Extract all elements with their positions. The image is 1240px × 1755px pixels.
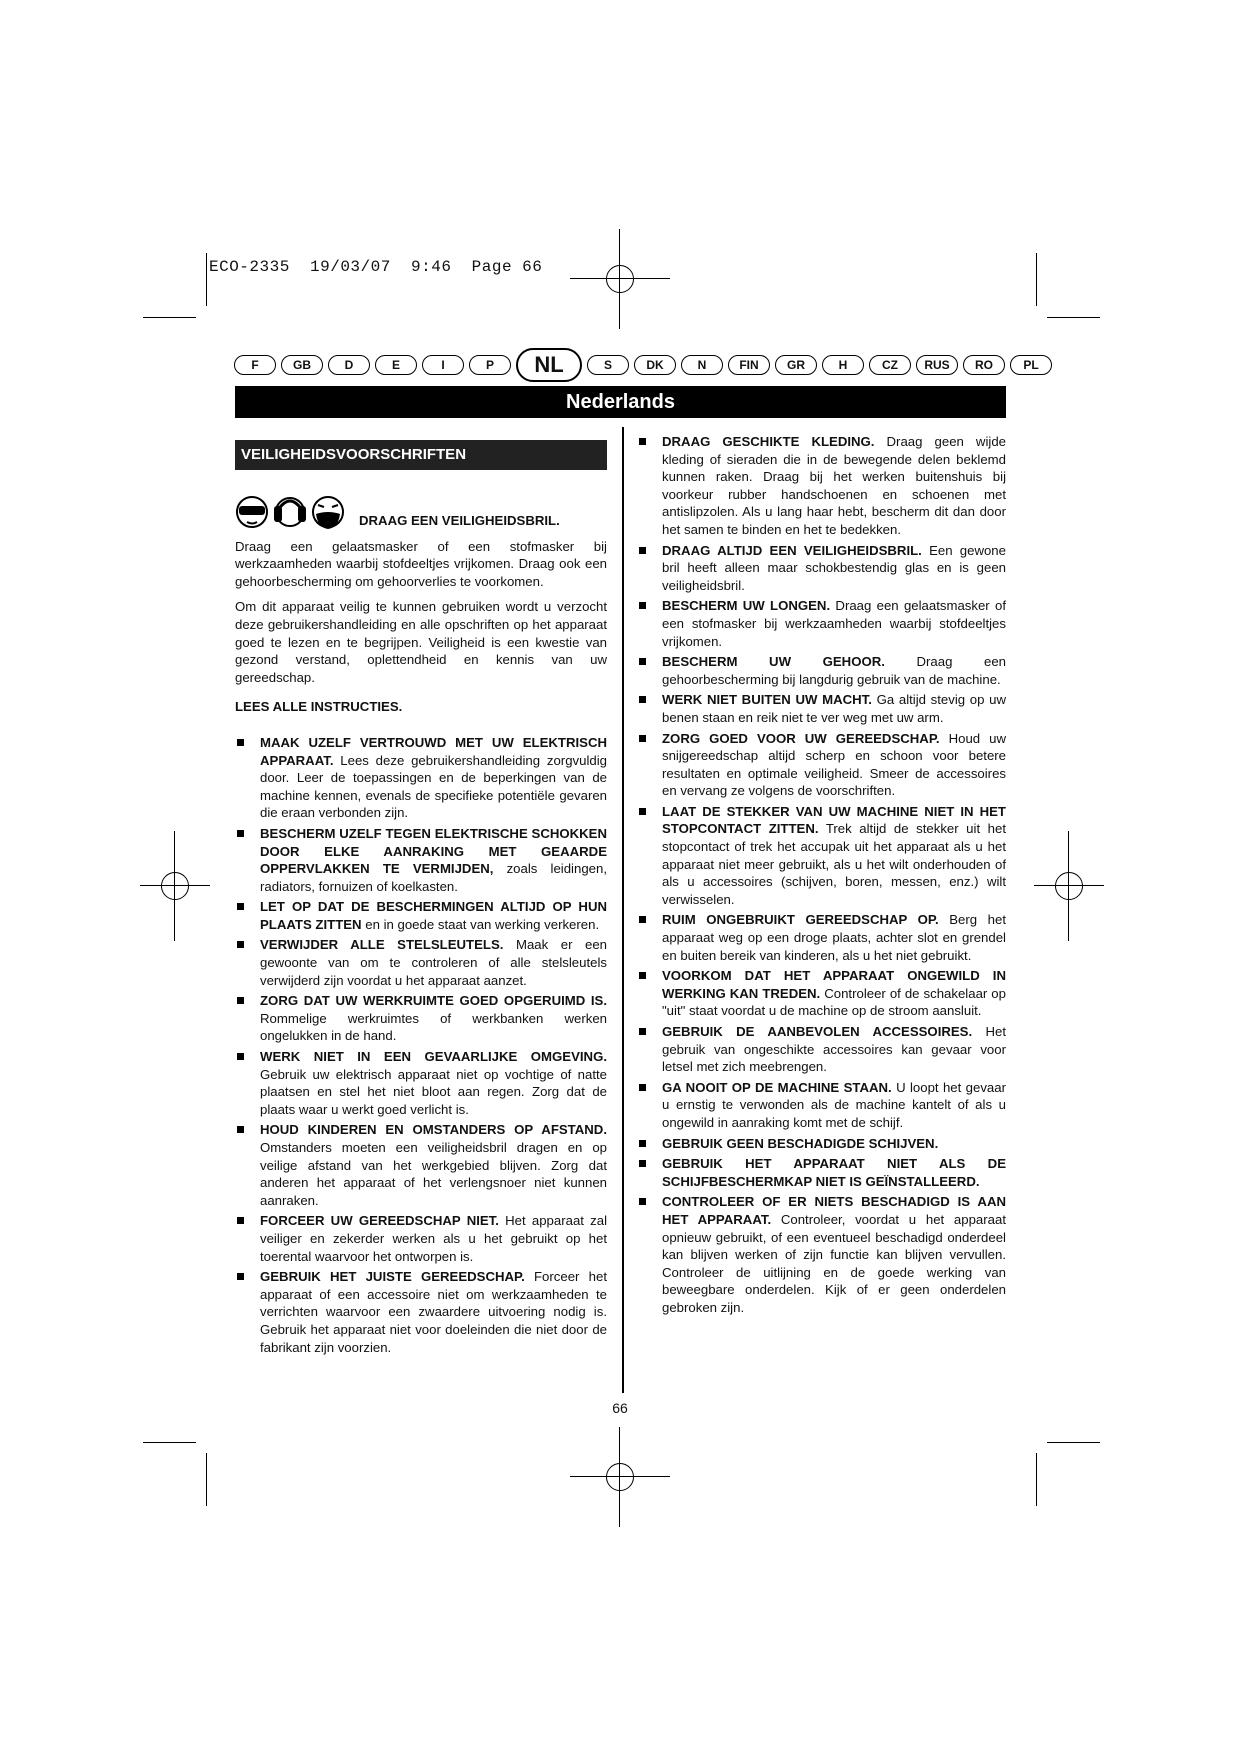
safety-item-text: Het gebruik van ongeschikte accessoires kan gevaar voor letsel met zich meebrengen. <box>662 1024 1006 1075</box>
language-tab-rus: RUS <box>916 355 958 375</box>
safety-item-text: Draag een gehoorbescherming bij langdurig gebruik van de machine. <box>662 654 1007 687</box>
bullet-icon <box>639 658 646 665</box>
bullet-icon <box>639 696 646 703</box>
registration-mark <box>1049 866 1089 906</box>
registration-mark <box>600 259 640 299</box>
safety-item <box>637 911 1006 964</box>
bullet-icon <box>237 830 244 837</box>
safety-item-heading: GEBRUIK HET JUISTE GEREEDSCHAP. <box>260 1269 525 1285</box>
safety-item-heading: DRAAG GESCHIKTE KLEDING. <box>662 434 875 449</box>
print-slug: ECO-2335 19/03/07 9:46 Page 66 <box>209 258 543 276</box>
safety-item-heading: ZORG DAT UW WERKRUIMTE GOED OPGERUIMD IS. <box>260 993 607 1009</box>
safety-item-heading: RUIM ONGEBRUIKT GEREEDSCHAP OP. <box>662 912 939 928</box>
safety-item-heading: GA NOOIT OP DE MACHINE STAAN. <box>662 1079 892 1095</box>
bullet-icon <box>639 602 646 609</box>
bullet-icon <box>639 1028 646 1035</box>
safety-item-heading: CONTROLEER OF ER NIETS BESCHADIGD IS AAN HET APPARAAT. <box>662 1194 1006 1227</box>
safety-item-text: Het apparaat zal veiliger en zekerder werken als u het gebruikt op het toerental waarvoor het ontworpen is. <box>260 1213 608 1264</box>
left-safety-list <box>235 734 607 1356</box>
language-tab-pl: PL <box>1010 355 1052 375</box>
safety-item-text: Gebruik uw elektrisch apparaat niet op vochtige of natte plaatsen en stel het niet bloot aan regen. Zorg dat de plaats waar u werkt goed verlicht is. <box>260 1066 607 1117</box>
safety-item-text: Houd uw snijgereedschap altijd scherp en schoon voor betere resultaten en optimale veiligheid. Smeer de accessoires en vervang ze volgens de voorschriften. <box>662 730 1006 799</box>
section-heading: VEILIGHEIDSVOORSCHRIFTEN <box>235 440 607 470</box>
safety-item <box>637 803 1006 909</box>
bullet-icon <box>237 997 244 1004</box>
safety-item-heading: HOUD KINDEREN EN OMSTANDERS OP AFSTAND. <box>260 1122 607 1138</box>
crop-mark <box>1047 1442 1100 1443</box>
goggles-icon <box>235 492 269 532</box>
language-tab-d: D <box>328 355 370 375</box>
safety-item-text: Omstanders moeten een veiligheidsbril dragen en op veilige afstand van het werkgebied blijven. Zorg dat anderen het apparaat of het verlengsnoer niet kunnen aanraken. <box>260 1140 607 1208</box>
safety-item-heading: BESCHERM UW LONGEN. <box>662 598 831 614</box>
bullet-icon <box>639 547 646 554</box>
bullet-icon <box>237 941 244 948</box>
bullet-icon <box>237 1053 244 1060</box>
safety-item-text: Rommelige werkruimtes of werkbanken werken ongelukken in de hand. <box>260 1010 607 1044</box>
bullet-icon <box>639 1160 646 1167</box>
safety-item-text: Maak er een gewoonte van om te controleren of alle stelsleutels verwijderd zijn voordat u het apparaat aanzet. <box>260 937 607 988</box>
safety-item <box>637 653 1006 688</box>
safety-item <box>235 1212 607 1265</box>
language-tab-nl: NL <box>516 348 582 382</box>
safety-item-heading: DRAAG ALTIJD EEN VEILIGHEIDSBRIL. <box>662 542 922 558</box>
safety-item-text: Een gewone bril heeft alleen maar schokbestendig glas en is geen veiligheidsbril. <box>662 542 1006 593</box>
bullet-icon <box>237 903 244 910</box>
bullet-icon <box>237 1126 244 1133</box>
safety-item <box>637 1079 1006 1132</box>
safety-item <box>235 992 607 1045</box>
dust-mask-icon <box>311 492 345 532</box>
language-tab-e: E <box>375 355 417 375</box>
safety-item-text: Ga altijd stevig op uw benen staan en reik niet te ver weg met uw arm. <box>662 692 1007 725</box>
crop-mark <box>143 1442 196 1443</box>
bullet-icon <box>639 735 646 742</box>
safety-item-heading: LET OP DAT DE BESCHERMINGEN ALTIJD OP HUN PLAATS ZITTEN <box>260 899 607 932</box>
safety-item <box>637 597 1006 650</box>
crop-mark <box>1036 253 1037 306</box>
intro-paragraph: Om dit apparaat veilig te kunnen gebruiken wordt u verzocht deze gebruikershandleiding en alle opschriften op het apparaat goed te lezen en te begrijpen. Veiligheid is een kwestie van gezond verstand, oplettendheid en kennis van uw gereedschap. <box>235 599 607 685</box>
safety-item <box>637 1155 1006 1190</box>
crop-mark <box>1036 1453 1037 1506</box>
language-tab-n: N <box>681 355 723 375</box>
safety-item-text: en in goede staat van werking verkeren. <box>361 916 600 932</box>
language-tab-gb: GB <box>281 355 323 375</box>
column-divider <box>622 427 624 1393</box>
registration-mark <box>600 1457 640 1497</box>
language-tab-dk: DK <box>634 355 676 375</box>
page-title: Nederlands <box>235 386 1006 418</box>
safety-item-heading: WERK NIET BUITEN UW MACHT. <box>662 692 872 708</box>
bullet-icon <box>639 972 646 979</box>
crop-mark <box>1047 317 1100 318</box>
bullet-icon <box>639 1140 646 1147</box>
left-column <box>235 440 607 1359</box>
bullet-icon <box>639 1084 646 1091</box>
safety-item-heading: GEBRUIK DE AANBEVOLEN ACCESSOIRES. <box>662 1024 973 1039</box>
ppe-label: DRAAG EEN VEILIGHEIDSBRIL. <box>359 513 560 528</box>
safety-item-text: Berg het apparaat weg op een droge plaats, achter slot en grendel en buiten bereik van kinderen, als u het niet gebruikt. <box>662 912 1006 963</box>
safety-item-heading: VERWIJDER ALLE STELSLEUTELS. <box>260 937 504 953</box>
safety-item <box>235 936 607 989</box>
bullet-icon <box>639 1198 646 1205</box>
bullet-icon <box>237 1273 244 1280</box>
safety-item-heading: FORCEER UW GEREEDSCHAP NIET. <box>260 1213 499 1229</box>
safety-item-text: Draag geen wijde kleding of sieraden die in de bewegende delen beklemd kunnen raken. Draag bij het werken buitenshuis bij voorkeur rubber handschoenen en schoenen met antislipzolen. Als u lang haar hebt, bescherm dit dan door het samen te binden en het te bedekken. <box>662 434 1006 537</box>
bullet-icon <box>237 739 244 746</box>
safety-item-text: Trek altijd de stekker uit het stopcontact of trek het accupak uit het apparaat als u het apparaat niet meer gebruikt, als u het wilt onderhouden of als u accessoires (schijven, boren, messen, enz.) wilt verwisselen. <box>662 821 1006 907</box>
safety-item <box>637 1135 1006 1153</box>
safety-item-text: zoals leidingen, radiators, fornuizen of koelkasten. <box>260 861 607 894</box>
right-column <box>637 433 1006 1320</box>
safety-item <box>637 730 1006 800</box>
safety-item <box>235 825 607 895</box>
crop-mark <box>206 253 207 306</box>
language-tabs <box>234 352 1052 378</box>
language-tab-i: I <box>422 355 464 375</box>
language-tab-ro: RO <box>963 355 1005 375</box>
registration-mark <box>155 866 195 906</box>
ear-protection-icon <box>273 492 307 532</box>
safety-item-heading: VOORKOM DAT HET APPARAAT ONGEWILD IN WERKING KAN TREDEN. <box>662 968 1006 1001</box>
bullet-icon <box>639 916 646 923</box>
right-safety-list <box>637 433 1006 1317</box>
safety-item-heading: BESCHERM UZELF TEGEN ELEKTRISCHE SCHOKKEN DOOR ELKE AANRAKING MET GEAARDE OPPERVLAKKEN TE VERMIJDEN, <box>260 825 607 877</box>
crop-mark <box>206 1453 207 1506</box>
safety-item <box>637 542 1006 595</box>
safety-item <box>637 433 1006 539</box>
safety-item <box>235 1121 607 1209</box>
safety-item-heading: LAAT DE STEKKER VAN UW MACHINE NIET IN HET STOPCONTACT ZITTEN. <box>662 803 1006 837</box>
safety-item-text: Lees deze gebruikershandleiding zorgvuldig door. Leer de toepassingen en de beperkingen van de machine kennen, evenals de specifieke potentiële gevaren die eraan verbonden zijn. <box>260 752 607 821</box>
safety-item <box>637 967 1006 1020</box>
safety-item-text: Forceer het apparaat of een accessoire niet om werkzaamheden te verrichten waarvoor een zwaardere uitvoering nodig is. Gebruik het apparaat niet voor doeleinden die niet door de fabrikant zijn voorzien. <box>260 1269 607 1355</box>
safety-item-text: Controleer, voordat u het apparaat opnieuw gebruikt, of een eventueel beschadigd onderdeel kan blijven werken of zijn functie kan blijven vervullen. Controleer de uitlijning en de goede werking van beweegbare onderdelen. Kijk of er geen onderdelen gebroken zijn. <box>662 1211 1006 1315</box>
language-tab-gr: GR <box>775 355 817 375</box>
read-instructions-heading: LEES ALLE INSTRUCTIES. <box>235 699 403 715</box>
bullet-icon <box>639 808 646 815</box>
safety-item-heading: WERK NIET IN EEN GEVAARLIJKE OMGEVING. <box>260 1049 607 1065</box>
safety-item <box>235 1048 607 1118</box>
page-number: 66 <box>612 1400 628 1416</box>
safety-item-heading: MAAK UZELF VERTROUWD MET UW ELEKTRISCH APPARAAT. <box>260 734 607 768</box>
safety-item <box>637 1023 1006 1076</box>
crop-mark <box>143 317 196 318</box>
safety-item-text: Draag een gelaatsmasker of een stofmasker bij werkzaamheden waarbij stofdeeltjes vrijkomen. <box>662 598 1006 649</box>
language-tab-fin: FIN <box>728 355 770 375</box>
safety-item <box>235 1268 607 1356</box>
safety-item-heading: GEBRUIK HET APPARAAT NIET ALS DE SCHIJFBESCHERMKAP NIET IS GEÏNSTALLEERD. <box>662 1156 1006 1189</box>
language-tab-f: F <box>234 355 276 375</box>
safety-item-text: U loopt het gevaar u ernstig te verwonden als de machine kantelt of als u ongewild in aanraking komt met de schijf. <box>662 1079 1006 1130</box>
bullet-icon <box>639 438 646 445</box>
safety-item <box>637 691 1006 726</box>
language-tab-cz: CZ <box>869 355 911 375</box>
bullet-icon <box>237 1217 244 1224</box>
language-tab-p: P <box>469 355 511 375</box>
safety-item-heading: ZORG GOED VOOR UW GEREEDSCHAP. <box>662 730 940 746</box>
safety-item-heading: BESCHERM UW GEHOOR. <box>662 654 885 670</box>
ppe-row <box>235 492 607 532</box>
safety-item <box>235 898 607 933</box>
safety-item-heading: GEBRUIK GEEN BESCHADIGDE SCHIJVEN. <box>662 1135 939 1151</box>
language-tab-h: H <box>822 355 864 375</box>
language-tab-s: S <box>587 355 629 375</box>
safety-item <box>637 1193 1006 1316</box>
safety-item <box>235 734 607 822</box>
safety-item-text: Controleer of de schakelaar op "uit" staat voordat u de machine op de stroom aansluit. <box>662 985 1006 1019</box>
intro-paragraph: Draag een gelaatsmasker of een stofmasker bij werkzaamheden waarbij stofdeeltjes vrijkomen. Draag ook een gehoorbescherming om gehoorverlies te voorkomen. <box>235 538 607 589</box>
